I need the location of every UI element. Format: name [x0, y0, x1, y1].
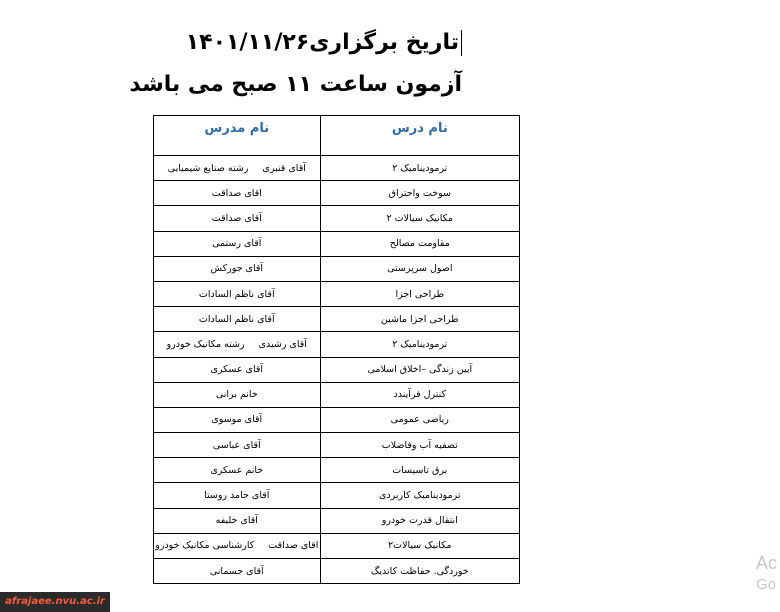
table-row: [154, 156, 520, 181]
site-watermark: afrajaee.nvu.ac.ir: [0, 592, 110, 612]
course-name-cell: برق تاسیسات: [320, 458, 519, 483]
teacher-name: آقای عسکری: [210, 364, 264, 376]
teacher-name-cell: [154, 433, 321, 458]
table-row: [154, 332, 520, 357]
windows-activation-notice: [756, 552, 777, 596]
exam-date-text: تاریخ برگزاری۱۴۰۱/۱۱/۲۶: [185, 30, 459, 55]
table-row: [154, 382, 520, 407]
table-row: [154, 559, 520, 584]
table-row: [154, 407, 520, 432]
table-row: [154, 256, 520, 281]
table-row: [154, 281, 520, 306]
course-name-cell: اصول سرپرستی: [320, 256, 519, 281]
teacher-name-cell: [154, 256, 321, 281]
table-body: [154, 156, 520, 584]
teacher-name-cell: [154, 181, 321, 206]
column-header-teacher: نام مدرس: [154, 116, 321, 156]
table-row: [154, 307, 520, 332]
teacher-name-cell: [154, 382, 321, 407]
exam-date-heading: [186, 30, 462, 56]
text-caret: [461, 30, 462, 56]
course-name-cell: ترمودینامیک ۲: [320, 156, 519, 181]
teacher-name: آقای موسوی: [211, 414, 263, 426]
table-row: [154, 483, 520, 508]
teacher-name: آقای خلیفه: [215, 515, 258, 527]
table-row: [154, 458, 520, 483]
course-name-cell: مکانیک سیالات۲: [320, 533, 519, 558]
teacher-name: آقای جورکش: [210, 263, 264, 275]
table-row: [154, 206, 520, 231]
table-row: [154, 181, 520, 206]
activation-line-1: Ac: [756, 553, 778, 573]
teacher-name: خانم عسکری: [210, 464, 264, 476]
table-row: [154, 533, 520, 558]
teacher-name-cell: [154, 508, 321, 533]
course-name-cell: انتقال قدرت خودرو: [320, 508, 519, 533]
teacher-name-cell: [154, 357, 321, 382]
teacher-name: آقای قنبری: [262, 162, 306, 174]
course-name-cell: سوخت واحتراق: [320, 181, 519, 206]
schedule-table: [153, 115, 520, 584]
teacher-name: آقای صداقت: [211, 212, 262, 224]
course-name-cell: ریاضی عمومی: [320, 407, 519, 432]
major-note: کارشناسی مکانیک خودرو: [155, 540, 255, 552]
teacher-name: اقای صداقت: [268, 540, 319, 552]
exam-time-heading: آزمون ساعت ۱۱ صبح می باشد: [129, 72, 462, 97]
major-note: رشته صنایع شیمیایی: [167, 162, 249, 174]
teacher-name-cell: [154, 307, 321, 332]
table-header-row: [154, 116, 520, 156]
teacher-name: آقای جسمانی: [209, 565, 264, 577]
course-name-cell: مکانیک سیالات ۲: [320, 206, 519, 231]
teacher-name: اقای صداقت: [211, 187, 262, 199]
teacher-name-cell: [154, 332, 321, 357]
course-name-cell: ترمودینامیک ۲: [320, 332, 519, 357]
teacher-name: آقای ناظم السادات: [198, 288, 275, 300]
teacher-name: خانم برانی: [215, 389, 258, 401]
table-row: [154, 508, 520, 533]
teacher-name-cell: [154, 458, 321, 483]
teacher-name-cell: [154, 231, 321, 256]
table-row: [154, 231, 520, 256]
course-name-cell: ترمودینامیک کاربردی: [320, 483, 519, 508]
column-header-course: نام درس: [320, 116, 519, 156]
course-name-cell: آیین زندگی –اخلاق اسلامی: [320, 357, 519, 382]
teacher-name-cell: [154, 559, 321, 584]
teacher-name: آقای حامد روستا: [204, 490, 270, 502]
course-name-cell: طراحی اجزا ماشین: [320, 307, 519, 332]
course-name-cell: کنترل فرآیندد: [320, 382, 519, 407]
teacher-name: آقای ناظم السادات: [198, 313, 275, 325]
teacher-name-cell: [154, 281, 321, 306]
course-name-cell: طراحی اجزا: [320, 281, 519, 306]
teacher-name-cell: [154, 206, 321, 231]
major-note: رشته مکانیک خودرو: [166, 338, 245, 350]
table-row: [154, 357, 520, 382]
activation-line-2: Go: [756, 576, 777, 593]
teacher-name-cell: [154, 483, 321, 508]
course-name-cell: مقاومت مصالح: [320, 231, 519, 256]
teacher-name: آقای رستمی: [212, 238, 262, 250]
teacher-name: آقای عباسی: [212, 439, 261, 451]
teacher-name-cell: [154, 407, 321, 432]
teacher-name-cell: [154, 156, 321, 181]
course-name-cell: خوردگی. حفاظت کاتدیگ: [320, 559, 519, 584]
course-name-cell: تصفیه آب وفاضلاب: [320, 433, 519, 458]
table-row: [154, 433, 520, 458]
teacher-name-cell: [154, 533, 321, 558]
teacher-name: آقای رشیدی: [258, 338, 307, 350]
